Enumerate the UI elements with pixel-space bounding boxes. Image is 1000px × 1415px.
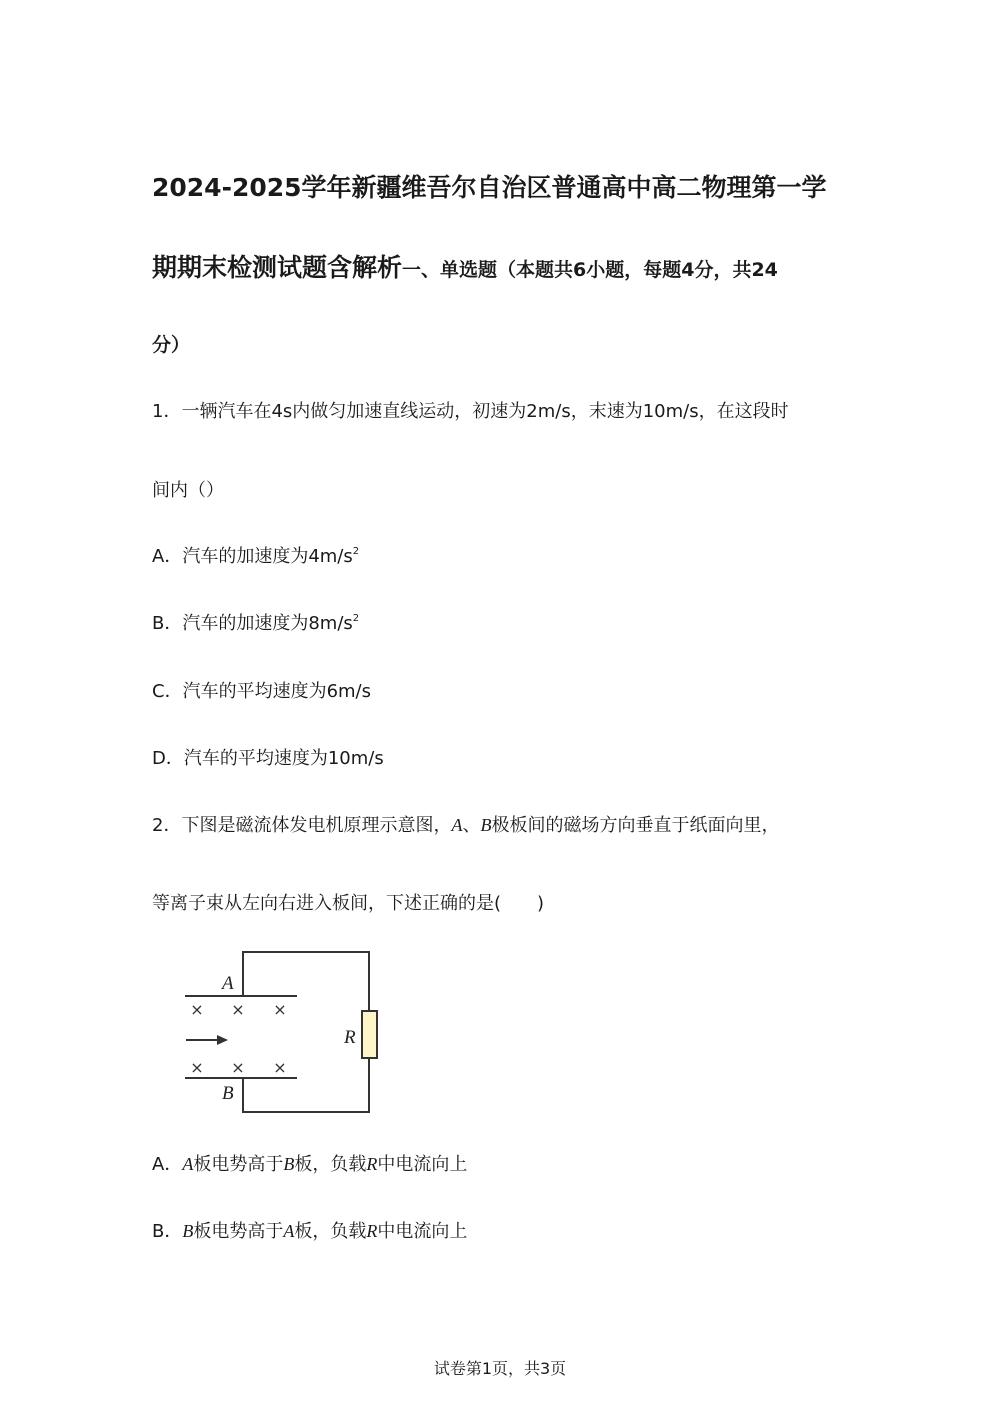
page-footer: 试卷第1页，共3页: [433, 1359, 567, 1378]
field-cross-icon: ×: [231, 1000, 245, 1019]
figure-label-b: B: [222, 1083, 234, 1104]
text: 板电势高于: [193, 1154, 284, 1175]
q1-option-a-text: A．汽车的加速度为4m/s: [152, 546, 353, 567]
q1-option-b-text: B．汽车的加速度为8m/s: [152, 613, 353, 634]
document-title-line-1: 2024-2025学年新疆维吾尔自治区普通高中高二物理第一学: [152, 173, 827, 202]
q2-option-a: [152, 1150, 467, 1176]
resistor-label: R: [366, 1221, 378, 1241]
figure-label-r: R: [344, 1027, 356, 1048]
q1-stem-line-1: 1．一辆汽车在4s内做匀加速直线运动，初速为2m/s，末速为10m/s，在这段时: [152, 401, 789, 422]
plate-b-label: B: [182, 1221, 194, 1241]
q2-option-b: [152, 1217, 467, 1243]
section-heading: 一、单选题（本题共6小题，每题4分，共24: [402, 259, 778, 281]
separator: 、: [462, 815, 481, 836]
q1-option-d: D．汽车的平均速度为10m/s: [152, 748, 384, 769]
plate-b-label: B: [480, 815, 492, 835]
plate-a-label: A: [283, 1221, 295, 1241]
wire-top: [243, 952, 369, 1011]
field-cross-icon: ×: [273, 1058, 287, 1077]
plate-a-label: A: [451, 815, 463, 835]
wire-bottom: [243, 1058, 369, 1112]
superscript: 2: [352, 546, 360, 557]
text: 板电势高于: [193, 1221, 284, 1242]
field-cross-icon: ×: [231, 1058, 245, 1077]
text: 板，负载: [294, 1221, 367, 1242]
plate-b-label: B: [283, 1154, 295, 1174]
q1-stem-line-2: 间内（）: [152, 480, 224, 501]
resistor-label: R: [366, 1154, 378, 1174]
section-heading-cont: 分）: [152, 334, 191, 356]
q1-option-b: [152, 609, 359, 635]
q2-stem-line-1: [152, 811, 779, 837]
arrow-right-icon: [217, 1035, 228, 1045]
q2-stem-post: 极板间的磁场方向垂直于纸面向里，: [491, 815, 780, 836]
q1-option-a: [152, 542, 359, 568]
figure-label-a: A: [222, 973, 234, 994]
document-title-line-2: [152, 248, 852, 284]
text: 中电流向上: [377, 1154, 468, 1175]
q2-stem-pre: 2．下图是磁流体发电机原理示意图，: [152, 815, 452, 836]
q1-option-c: C．汽车的平均速度为6m/s: [152, 681, 371, 702]
mhd-generator-diagram: [180, 945, 390, 1120]
option-letter: B．: [152, 1221, 183, 1242]
text: 板，负载: [294, 1154, 367, 1175]
field-cross-icon: ×: [190, 1058, 204, 1077]
q2-stem-line-2: 等离子束从左向右进入板间，下述正确的是( ): [152, 893, 545, 914]
plate-a-label: A: [182, 1154, 194, 1174]
superscript: 2: [352, 613, 360, 624]
option-letter: A．: [152, 1154, 183, 1175]
field-cross-icon: ×: [273, 1000, 287, 1019]
resistor: [362, 1011, 377, 1058]
title-main: 期期末检测试题含解析: [152, 253, 403, 282]
text: 中电流向上: [377, 1221, 468, 1242]
field-cross-icon: ×: [190, 1000, 204, 1019]
